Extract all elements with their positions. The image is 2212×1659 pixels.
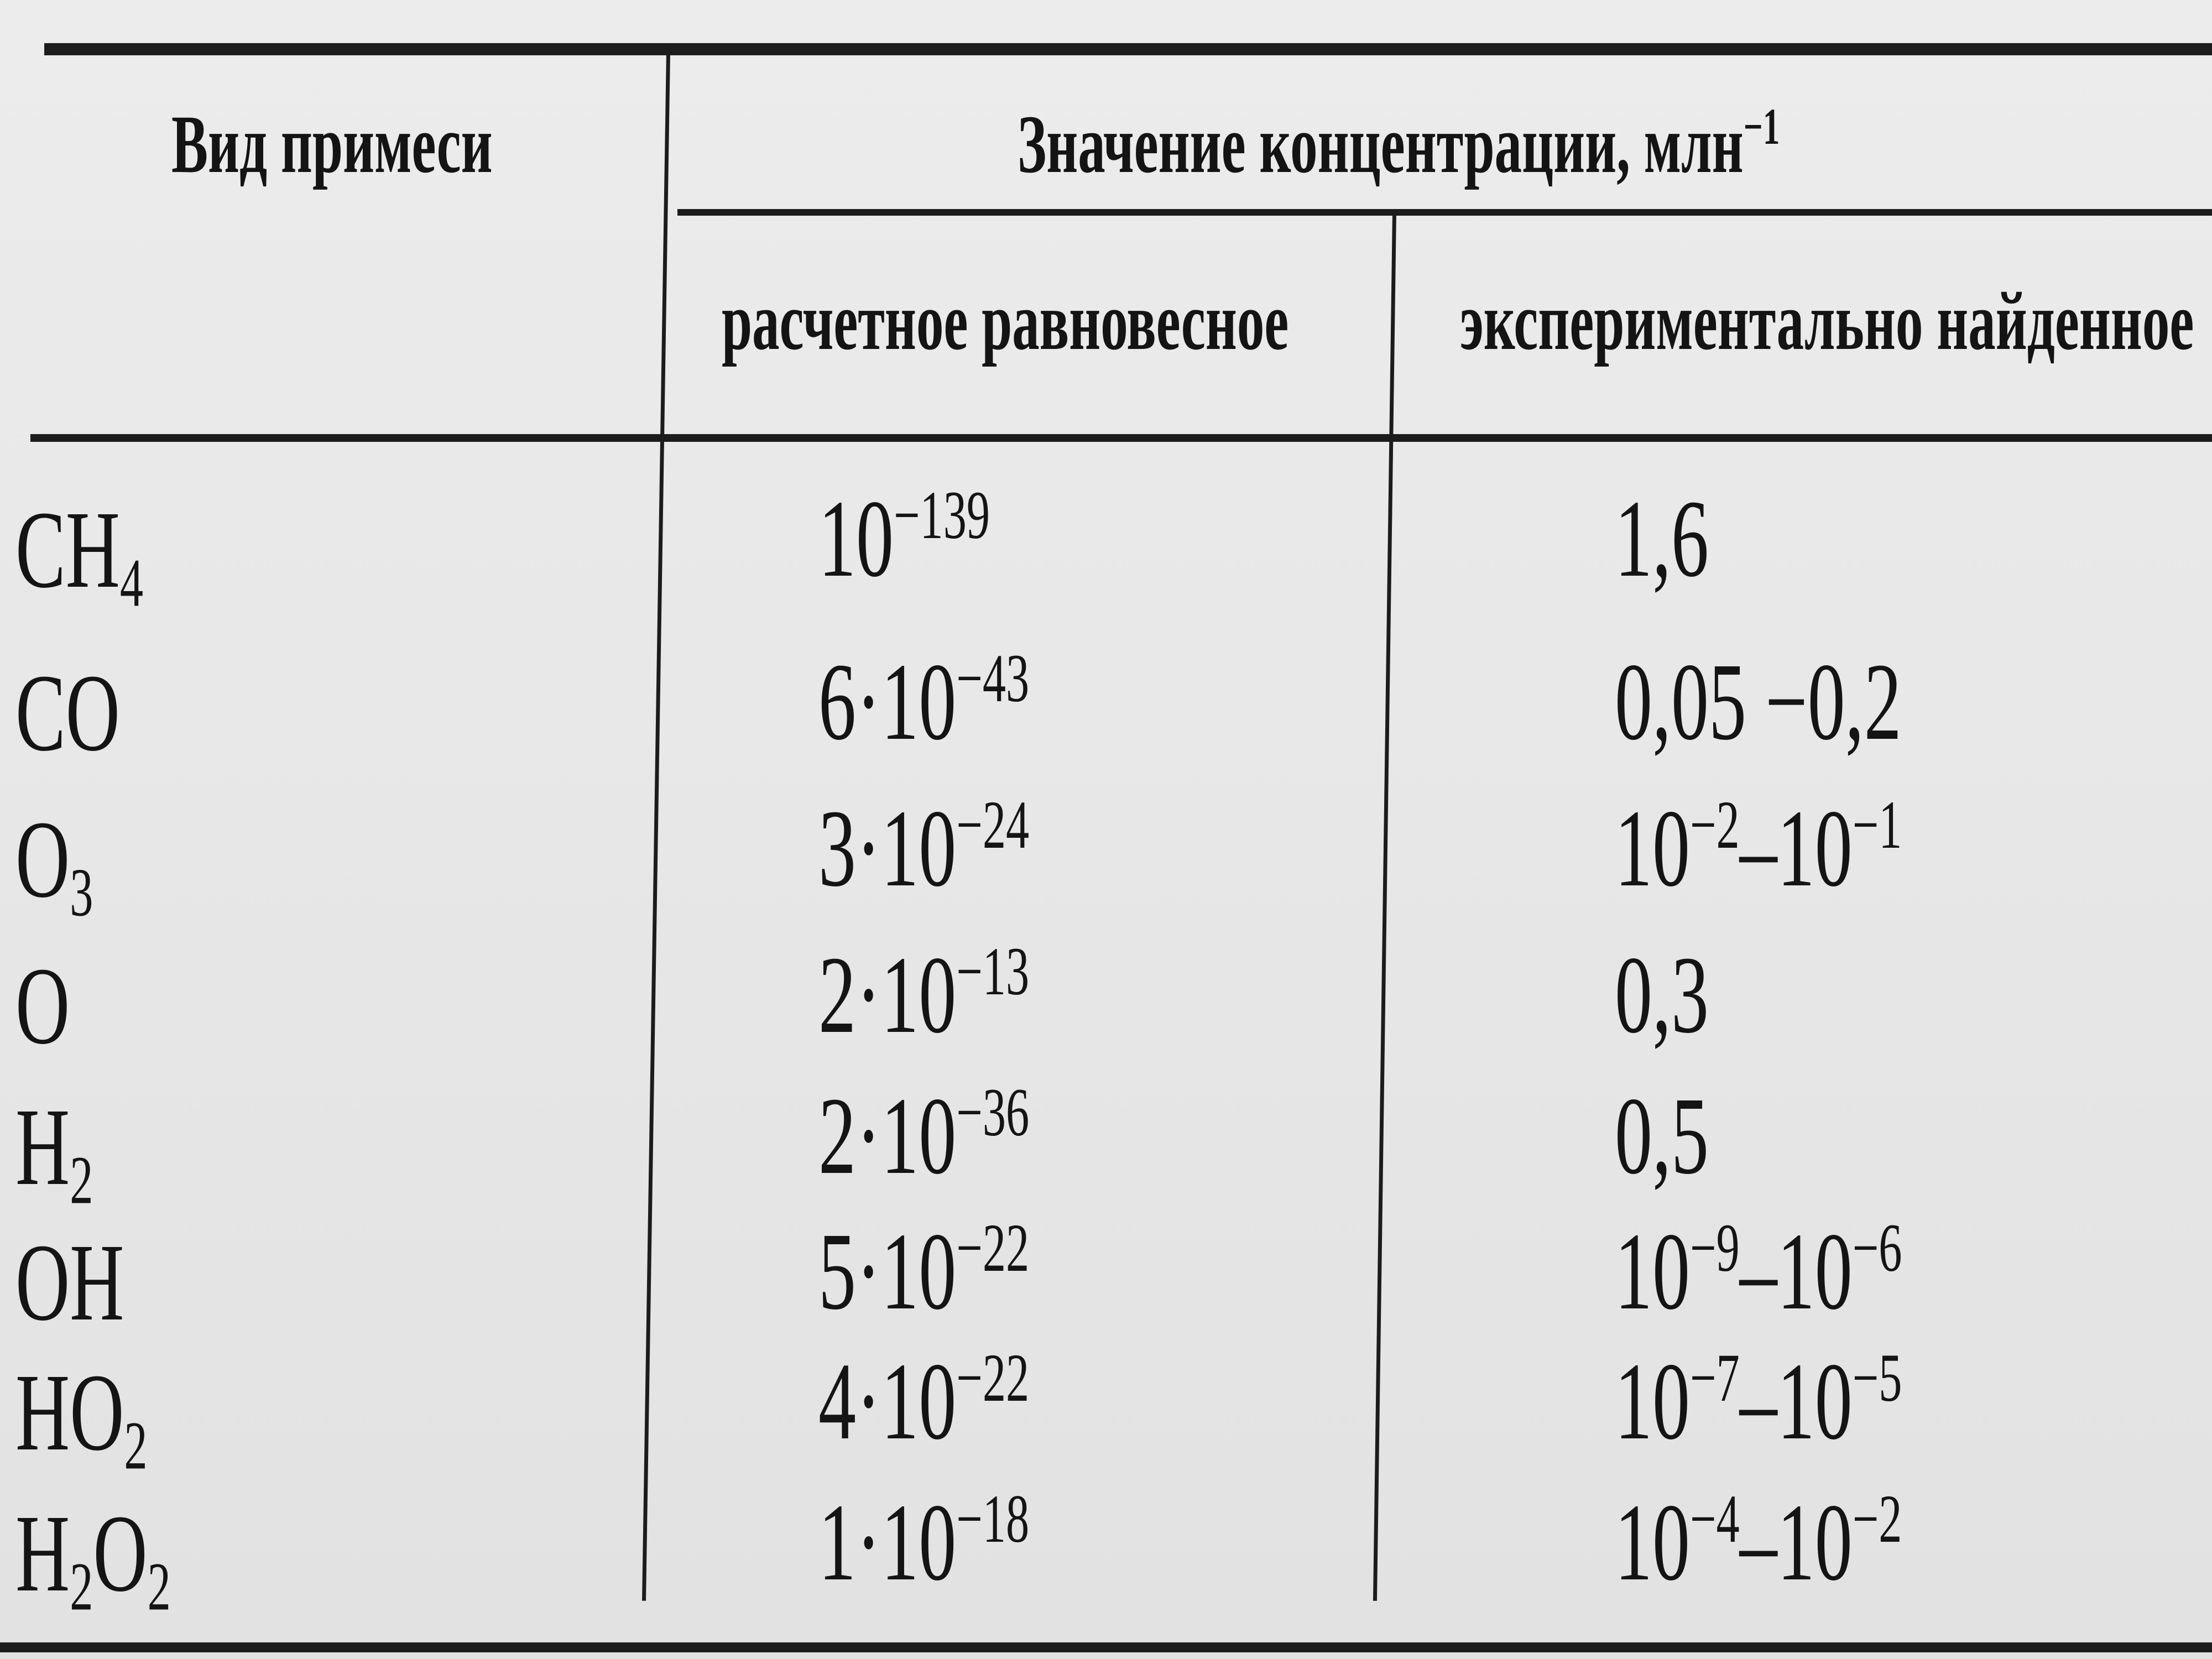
experimental-range-low: 10 bbox=[1615, 787, 1690, 910]
table-bottom-rule bbox=[0, 1642, 2212, 1652]
calculated-value-cell bbox=[818, 932, 1029, 1058]
experimental-value-cell bbox=[1615, 1208, 1902, 1335]
species-formula: O bbox=[15, 945, 70, 1067]
calculated-value-cell bbox=[818, 639, 1029, 765]
species-formula-part2: O bbox=[93, 1493, 148, 1615]
calculated-mantissa: 10 bbox=[818, 478, 894, 600]
calculated-exponent: −36 bbox=[956, 1074, 1030, 1150]
calculated-mantissa: 6·10 bbox=[818, 641, 957, 763]
experimental-value: 0,5 bbox=[1615, 1075, 1709, 1197]
species-formula: H bbox=[15, 1493, 70, 1615]
species-cell bbox=[15, 1490, 171, 1625]
experimental-range-low: 10 bbox=[1615, 1211, 1690, 1333]
calculated-value-cell bbox=[818, 1208, 1029, 1335]
header-bottom-rule bbox=[30, 434, 2212, 442]
experimental-value-cell bbox=[1615, 476, 1709, 602]
experimental-value: 0,3 bbox=[1615, 934, 1709, 1056]
species-cell bbox=[15, 650, 120, 776]
calculated-exponent: −13 bbox=[956, 933, 1030, 1009]
experimental-range-high: –10 bbox=[1739, 1340, 1853, 1463]
experimental-range-low-exponent: −9 bbox=[1690, 1209, 1740, 1286]
experimental-value-cell bbox=[1615, 639, 1902, 765]
calculated-mantissa: 3·10 bbox=[818, 787, 957, 910]
calculated-exponent: −22 bbox=[956, 1339, 1030, 1416]
experimental-value-cell bbox=[1615, 1073, 1709, 1199]
experimental-range-low-exponent: −2 bbox=[1690, 786, 1740, 863]
calculated-exponent: −43 bbox=[956, 640, 1030, 716]
species-formula: CO bbox=[15, 652, 120, 774]
table-top-rule bbox=[44, 43, 2212, 55]
species-formula: H bbox=[15, 1086, 70, 1208]
calculated-exponent: −18 bbox=[956, 1480, 1030, 1557]
species-cell bbox=[15, 1219, 124, 1346]
species-cell bbox=[15, 487, 144, 621]
species-formula: CH bbox=[15, 489, 120, 611]
header-unit-exponent: −1 bbox=[1743, 98, 1780, 155]
calculated-mantissa: 2·10 bbox=[818, 1075, 957, 1197]
calculated-mantissa: 5·10 bbox=[818, 1211, 957, 1333]
experimental-value-cell bbox=[1615, 932, 1709, 1058]
experimental-range-high: –10 bbox=[1739, 1481, 1853, 1604]
species-cell bbox=[15, 943, 70, 1070]
calculated-value-cell bbox=[818, 785, 1029, 912]
species-formula: HO bbox=[15, 1352, 124, 1474]
column-divider-2 bbox=[1373, 213, 1396, 1601]
experimental-range-high-exponent: −1 bbox=[1852, 786, 1902, 863]
calculated-exponent: −24 bbox=[956, 786, 1030, 863]
header-concentration-text: Значение концентрации, млн bbox=[1018, 98, 1744, 190]
experimental-range-low: 10 bbox=[1615, 1481, 1690, 1604]
species-subscript-2: 2 bbox=[147, 1548, 171, 1625]
header-experimental: экспериментально найденное bbox=[1460, 275, 2194, 367]
header-calculated: расчетное равновесное bbox=[722, 275, 1289, 367]
calculated-mantissa: 2·10 bbox=[818, 934, 957, 1056]
experimental-value: 0,05 −0,2 bbox=[1615, 641, 1902, 763]
calculated-value-cell bbox=[818, 1073, 1029, 1199]
species-subscript: 2 bbox=[70, 1142, 93, 1218]
experimental-range-high: –10 bbox=[1739, 1211, 1853, 1333]
group-header-rule bbox=[677, 209, 2212, 216]
experimental-range-high: –10 bbox=[1739, 787, 1853, 910]
experimental-value-cell bbox=[1615, 1338, 1902, 1465]
experimental-range-high-exponent: −5 bbox=[1852, 1339, 1902, 1416]
species-subscript: 2 bbox=[124, 1407, 148, 1484]
experimental-range-low: 10 bbox=[1615, 1340, 1690, 1463]
experimental-range-low-exponent: −7 bbox=[1690, 1339, 1740, 1416]
calculated-value-cell bbox=[818, 1338, 1029, 1465]
calculated-value-cell bbox=[818, 476, 990, 602]
species-subscript: 2 bbox=[70, 1548, 93, 1625]
species-subscript: 4 bbox=[119, 545, 144, 621]
column-divider-1 bbox=[642, 53, 670, 1601]
header-concentration-group bbox=[1018, 97, 1780, 192]
species-cell bbox=[15, 1349, 148, 1484]
experimental-range-low-exponent: −4 bbox=[1690, 1480, 1740, 1557]
species-cell bbox=[15, 1084, 93, 1218]
calculated-mantissa: 4·10 bbox=[818, 1340, 957, 1463]
experimental-range-high-exponent: −6 bbox=[1852, 1209, 1902, 1286]
calculated-mantissa: 1·10 bbox=[818, 1481, 957, 1604]
species-formula: O bbox=[15, 799, 70, 921]
species-subscript: 3 bbox=[70, 854, 93, 931]
experimental-value-cell bbox=[1615, 1479, 1902, 1606]
experimental-value: 1,6 bbox=[1615, 478, 1709, 600]
experimental-value-cell bbox=[1615, 785, 1902, 912]
calculated-value-cell bbox=[818, 1479, 1029, 1606]
calculated-exponent: −22 bbox=[956, 1209, 1030, 1286]
calculated-exponent: −139 bbox=[894, 477, 990, 553]
species-formula: OH bbox=[15, 1222, 124, 1344]
header-species: Вид примеси bbox=[171, 98, 493, 190]
experimental-range-high-exponent: −2 bbox=[1852, 1480, 1902, 1557]
species-cell bbox=[15, 796, 93, 931]
